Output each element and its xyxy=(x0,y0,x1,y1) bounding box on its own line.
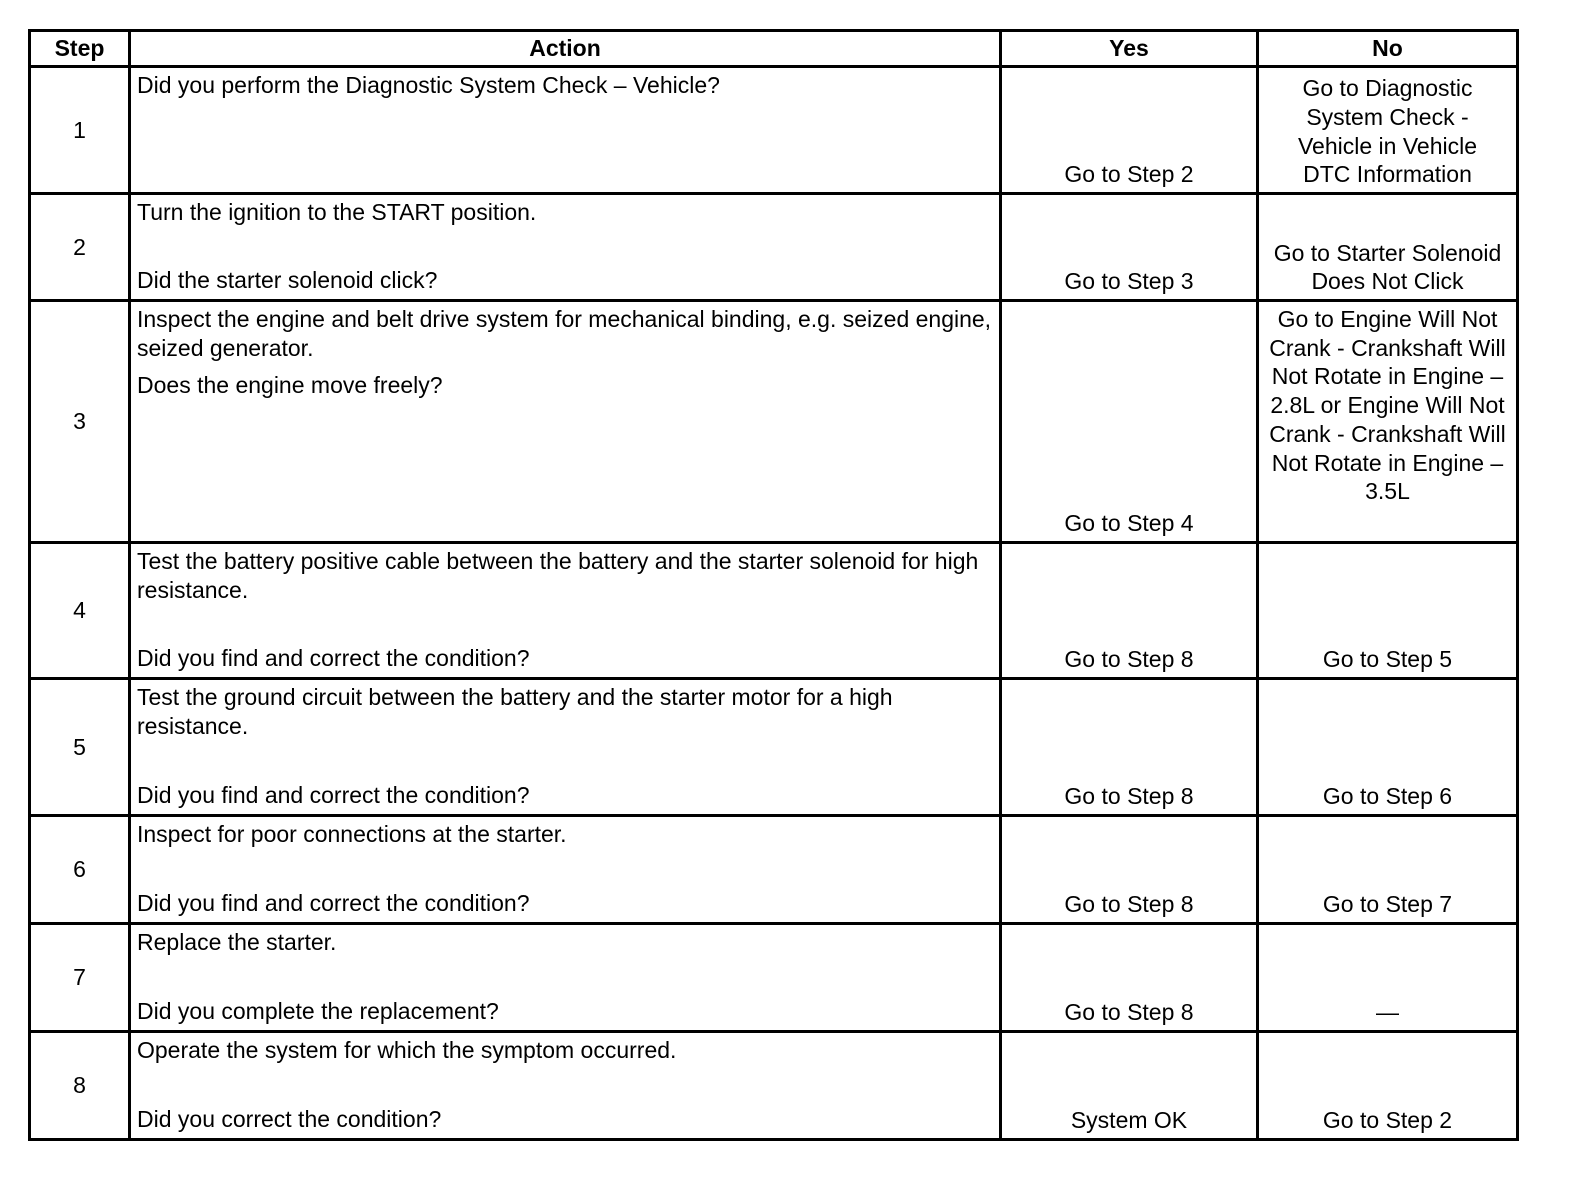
action-text: Operate the system for which the symptom occurred. xyxy=(137,1037,677,1063)
action-question: Did you find and correct the condition? xyxy=(137,645,530,672)
no-cell: Go to Engine Will Not Crank - Crankshaft Will Not Rotate in Engine – 2.8L or Engine Will Not Crank - Crankshaft Will Not Rotate in Engine – 3.5L xyxy=(1258,301,1518,543)
no-cell: — xyxy=(1258,924,1518,1032)
table-row xyxy=(30,924,1518,1032)
action-cell xyxy=(130,67,1001,194)
step-number: 5 xyxy=(30,679,130,816)
action-text: Test the battery positive cable between the battery and the starter solenoid for high resistance. xyxy=(137,548,979,603)
action-text: Replace the starter. xyxy=(137,929,337,955)
yes-cell: Go to Step 2 xyxy=(1001,67,1258,194)
table-row xyxy=(30,194,1518,301)
yes-cell: Go to Step 8 xyxy=(1001,924,1258,1032)
action-cell xyxy=(130,816,1001,924)
no-cell: Go to Step 7 xyxy=(1258,816,1518,924)
action-text: Turn the ignition to the START position. xyxy=(137,199,537,225)
action-cell xyxy=(130,543,1001,679)
table-row xyxy=(30,816,1518,924)
action-text: Did you perform the Diagnostic System Check – Vehicle? xyxy=(137,72,720,98)
table-row xyxy=(30,679,1518,816)
table-header-row xyxy=(30,31,1518,67)
yes-cell: Go to Step 8 xyxy=(1001,543,1258,679)
yes-cell: Go to Step 3 xyxy=(1001,194,1258,301)
no-cell: Go to Starter Solenoid Does Not Click xyxy=(1258,194,1518,301)
no-cell: Go to Diagnostic System Check - Vehicle in Vehicle DTC Information xyxy=(1258,67,1518,194)
table-row xyxy=(30,67,1518,194)
table-row xyxy=(30,1032,1518,1140)
table-row xyxy=(30,543,1518,679)
action-text: Test the ground circuit between the battery and the starter motor for a high resistance. xyxy=(137,684,893,739)
action-question: Did you find and correct the condition? xyxy=(137,890,530,917)
step-number: 3 xyxy=(30,301,130,543)
step-number: 4 xyxy=(30,543,130,679)
yes-cell: Go to Step 8 xyxy=(1001,816,1258,924)
action-text: Inspect for poor connections at the starter. xyxy=(137,821,567,847)
step-number: 6 xyxy=(30,816,130,924)
step-number: 8 xyxy=(30,1032,130,1140)
diagnostic-table xyxy=(28,29,1519,1141)
action-cell xyxy=(130,1032,1001,1140)
header-step: Step xyxy=(30,31,130,67)
yes-cell: Go to Step 8 xyxy=(1001,679,1258,816)
action-question: Did the starter solenoid click? xyxy=(137,267,438,294)
header-action: Action xyxy=(130,31,1001,67)
action-text: Inspect the engine and belt drive system for mechanical binding, e.g. seized engine, seized generator. xyxy=(137,306,992,361)
action-cell xyxy=(130,301,1001,543)
no-cell: Go to Step 6 xyxy=(1258,679,1518,816)
no-cell: Go to Step 5 xyxy=(1258,543,1518,679)
header-no: No xyxy=(1258,31,1518,67)
action-question: Does the engine move freely? xyxy=(137,372,443,399)
action-cell xyxy=(130,194,1001,301)
step-number: 2 xyxy=(30,194,130,301)
step-number: 1 xyxy=(30,67,130,194)
action-question: Did you complete the replacement? xyxy=(137,998,499,1025)
yes-cell: Go to Step 4 xyxy=(1001,301,1258,543)
action-cell xyxy=(130,679,1001,816)
yes-cell: System OK xyxy=(1001,1032,1258,1140)
table-row xyxy=(30,301,1518,543)
step-number: 7 xyxy=(30,924,130,1032)
header-yes: Yes xyxy=(1001,31,1258,67)
action-cell xyxy=(130,924,1001,1032)
action-question: Did you correct the condition? xyxy=(137,1106,442,1133)
action-question: Did you find and correct the condition? xyxy=(137,782,530,809)
no-cell: Go to Step 2 xyxy=(1258,1032,1518,1140)
